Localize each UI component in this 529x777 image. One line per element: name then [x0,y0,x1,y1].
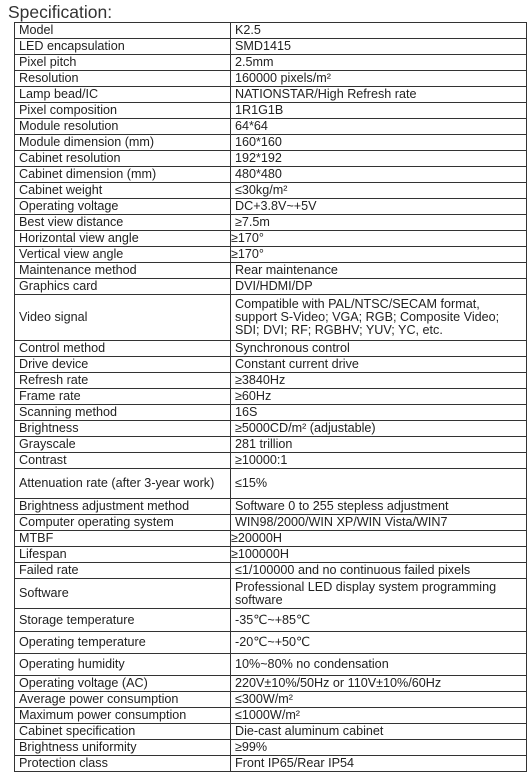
spec-label: Frame rate [15,389,231,405]
spec-row [15,71,527,87]
page-title: Specification: [8,2,113,22]
spec-value: Compatible with PAL/NTSC/SECAM format, support S-Video; VGA; RGB; Composite Video; SDI; DVI; RF; RGBHV; YUV; YC, etc. [231,295,527,341]
spec-row [15,453,527,469]
spec-value: 220V±10%/50Hz or 110V±10%/60Hz [231,676,527,692]
spec-value: DC+3.8V~+5V [231,199,527,215]
spec-label: Scanning method [15,405,231,421]
spec-label: Lifespan [15,547,231,563]
spec-value: 281 trillion [231,437,527,453]
spec-label: Storage temperature [15,609,231,632]
spec-value: -35℃~+85℃ [231,609,527,632]
spec-row [15,654,527,676]
spec-value: ≤15% [231,469,527,499]
spec-value: 160*160 [231,135,527,151]
spec-label: Cabinet weight [15,183,231,199]
spec-value: ≥7.5m [231,215,527,231]
spec-row [15,39,527,55]
spec-value: ≥100000H [231,547,527,563]
spec-value: Constant current drive [231,357,527,373]
spec-label: Best view distance [15,215,231,231]
spec-value: 160000 pixels/m² [231,71,527,87]
spec-label: Control method [15,341,231,357]
spec-row [15,756,527,772]
spec-value: ≤300W/m² [231,692,527,708]
spec-row [15,231,527,247]
spec-value: ≥170° [231,231,527,247]
spec-value: ≥10000:1 [231,453,527,469]
spec-row [15,531,527,547]
spec-row [15,421,527,437]
spec-value: WIN98/2000/WIN XP/WIN Vista/WIN7 [231,515,527,531]
spec-label: Grayscale [15,437,231,453]
spec-label: Brightness uniformity [15,740,231,756]
spec-label: Vertical view angle [15,247,231,263]
spec-value: DVI/HDMI/DP [231,279,527,295]
spec-label: Contrast [15,453,231,469]
spec-value: Professional LED display system programming software [231,579,527,609]
spec-row [15,279,527,295]
spec-row [15,119,527,135]
spec-value: ≥20000H [231,531,527,547]
spec-value: Front IP65/Rear IP54 [231,756,527,772]
spec-value: ≥99% [231,740,527,756]
spec-value: ≥5000CD/m² (adjustable) [231,421,527,437]
spec-label: Module resolution [15,119,231,135]
spec-label: Lamp bead/IC [15,87,231,103]
spec-row [15,724,527,740]
spec-row [15,740,527,756]
spec-value: 10%~80% no condensation [231,654,527,676]
spec-label: Computer operating system [15,515,231,531]
spec-row [15,215,527,231]
spec-row [15,708,527,724]
spec-label: Brightness [15,421,231,437]
spec-row [15,373,527,389]
spec-label: Operating voltage [15,199,231,215]
spec-label: LED encapsulation [15,39,231,55]
spec-label: Software [15,579,231,609]
spec-label: Cabinet dimension (mm) [15,167,231,183]
spec-label: Operating voltage (AC) [15,676,231,692]
spec-label: Graphics card [15,279,231,295]
spec-row [15,469,527,499]
spec-row [15,547,527,563]
spec-value: 1R1G1B [231,103,527,119]
spec-row [15,135,527,151]
spec-row [15,437,527,453]
spec-row [15,295,527,341]
spec-row [15,341,527,357]
spec-label: Pixel composition [15,103,231,119]
spec-label: Model [15,23,231,39]
spec-label: Cabinet resolution [15,151,231,167]
spec-row [15,389,527,405]
spec-value: 480*480 [231,167,527,183]
spec-label: Operating temperature [15,632,231,654]
spec-row [15,357,527,373]
spec-label: Attenuation rate (after 3-year work) [15,469,231,499]
spec-label: MTBF [15,531,231,547]
spec-table [14,22,527,772]
spec-label: Average power consumption [15,692,231,708]
spec-row [15,692,527,708]
spec-value: Rear maintenance [231,263,527,279]
spec-label: Module dimension (mm) [15,135,231,151]
spec-row [15,579,527,609]
spec-value: NATIONSTAR/High Refresh rate [231,87,527,103]
spec-label: Maintenance method [15,263,231,279]
spec-label: Horizontal view angle [15,231,231,247]
spec-value: ≤30kg/m² [231,183,527,199]
spec-value: 2.5mm [231,55,527,71]
spec-label: Pixel pitch [15,55,231,71]
spec-label: Drive device [15,357,231,373]
spec-row [15,183,527,199]
spec-label: Video signal [15,295,231,341]
spec-row [15,632,527,654]
spec-row [15,263,527,279]
spec-label: Refresh rate [15,373,231,389]
spec-row [15,103,527,119]
spec-value: SMD1415 [231,39,527,55]
spec-row [15,23,527,39]
spec-value: K2.5 [231,23,527,39]
spec-label: Protection class [15,756,231,772]
spec-label: Cabinet specification [15,724,231,740]
spec-row [15,515,527,531]
spec-label: Resolution [15,71,231,87]
spec-value: ≤1000W/m² [231,708,527,724]
spec-row [15,405,527,421]
spec-row [15,55,527,71]
spec-row [15,199,527,215]
spec-row [15,499,527,515]
spec-label: Operating humidity [15,654,231,676]
spec-row [15,563,527,579]
spec-value: Software 0 to 255 stepless adjustment [231,499,527,515]
spec-row [15,676,527,692]
spec-row [15,87,527,103]
spec-label: Brightness adjustment method [15,499,231,515]
spec-value: Die-cast aluminum cabinet [231,724,527,740]
spec-value: 16S [231,405,527,421]
spec-row [15,151,527,167]
spec-value: Synchronous control [231,341,527,357]
spec-row [15,167,527,183]
spec-value: -20℃~+50℃ [231,632,527,654]
spec-label: Failed rate [15,563,231,579]
spec-row [15,247,527,263]
spec-value: ≥3840Hz [231,373,527,389]
spec-value: ≥170° [231,247,527,263]
spec-value: ≥60Hz [231,389,527,405]
spec-value: 64*64 [231,119,527,135]
spec-label: Maximum power consumption [15,708,231,724]
spec-value: 192*192 [231,151,527,167]
spec-value: ≤1/100000 and no continuous failed pixels [231,563,527,579]
spec-row [15,609,527,632]
